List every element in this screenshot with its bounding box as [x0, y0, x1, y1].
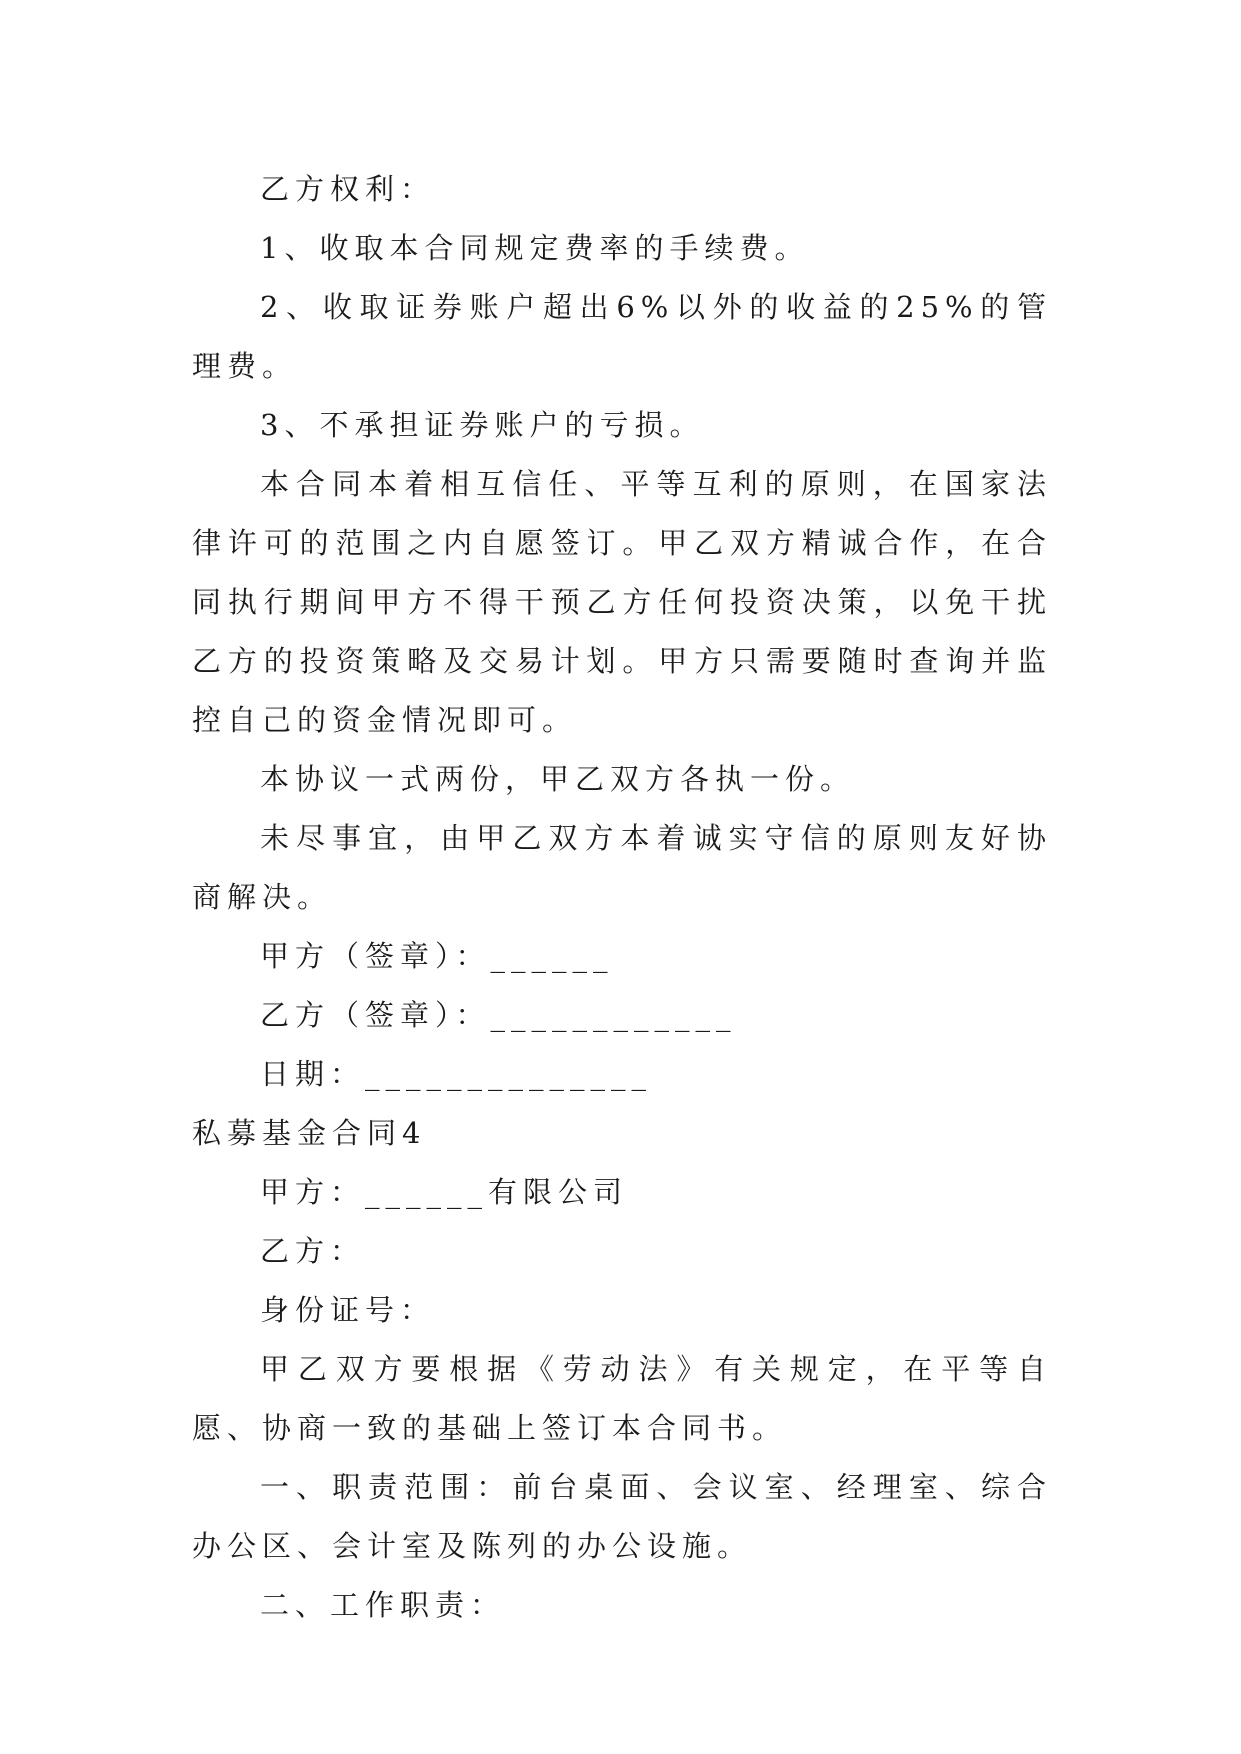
- signature-party-a: 甲方（签章）：______: [260, 939, 614, 973]
- document-body: [192, 160, 1052, 1635]
- party-b-line: 乙方：: [260, 1234, 366, 1268]
- paragraph-labor-law: 甲乙双方要根据《劳动法》有关规定，在平等自愿、协商一致的基础上签订本合同书。: [192, 1352, 1052, 1445]
- paragraph-right-2: 2、收取证券账户超出6%以外的收益的25%的管理费。: [192, 290, 1052, 383]
- paragraph-unresolved: 未尽事宜，由甲乙双方本着诚实守信的原则友好协商解决。: [192, 821, 1052, 914]
- paragraph-scope: 一、职责范围：前台桌面、会议室、经理室、综合办公区、会计室及陈列的办公设施。: [192, 1470, 1052, 1563]
- section-title: 私募基金合同4: [192, 1116, 427, 1150]
- signature-date: 日期：______________: [260, 1057, 653, 1091]
- paragraph-principle: 本合同本着相互信任、平等互利的原则，在国家法律许可的范围之内自愿签订。甲乙双方精诚合作，在合同执行期间甲方不得干预乙方任何投资决策，以免干扰乙方的投资策略及交易计划。甲方只需要随时查询并监控自己的资金情况即可。: [192, 467, 1052, 737]
- party-a-line: 甲方：______有限公司: [260, 1175, 629, 1209]
- signature-party-b: 乙方（签章）：____________: [260, 998, 737, 1032]
- paragraph-rights-heading: 乙方权利：: [260, 172, 436, 206]
- paragraph-duties-heading: 二、工作职责：: [260, 1588, 506, 1622]
- id-number-line: 身份证号：: [260, 1293, 436, 1327]
- paragraph-right-1: 1、收取本合同规定费率的手续费。: [260, 231, 810, 265]
- paragraph-copies: 本协议一式两份，甲乙双方各执一份。: [260, 762, 856, 796]
- paragraph-right-3: 3、不承担证券账户的亏损。: [260, 408, 705, 442]
